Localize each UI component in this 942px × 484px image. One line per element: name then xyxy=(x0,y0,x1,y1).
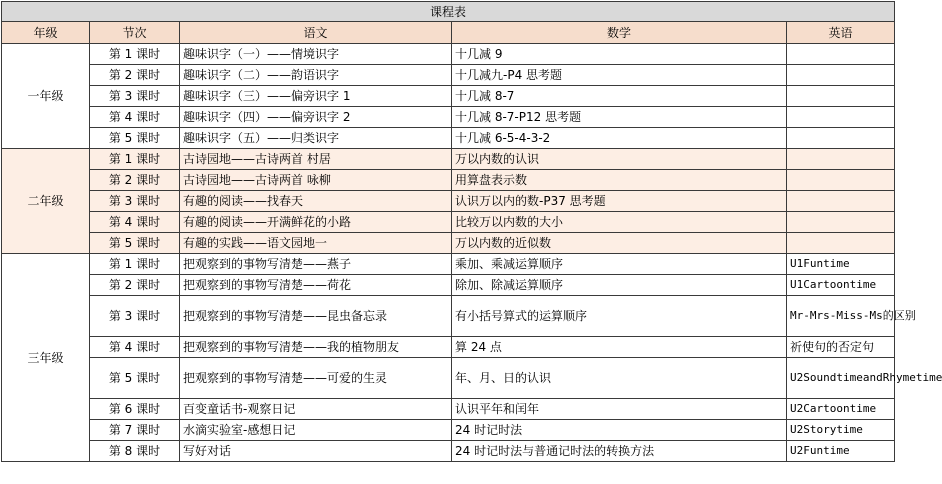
table-row xyxy=(2,149,895,170)
grade-cell: 二年级 xyxy=(2,149,90,254)
english-cell: U2Funtime xyxy=(787,441,895,462)
table-row xyxy=(2,337,895,358)
table-row xyxy=(2,275,895,296)
lesson-cell: 第 4 课时 xyxy=(90,212,180,233)
english-cell xyxy=(787,86,895,107)
math-cell: 十几减九-P4 思考题 xyxy=(452,65,787,86)
lesson-cell: 第 3 课时 xyxy=(90,296,180,337)
header-math: 数学 xyxy=(452,22,787,44)
english-cell xyxy=(787,212,895,233)
lesson-cell: 第 7 课时 xyxy=(90,420,180,441)
lesson-cell: 第 2 课时 xyxy=(90,275,180,296)
english-cell xyxy=(787,128,895,149)
chinese-cell: 百变童话书-观察日记 xyxy=(180,399,452,420)
lesson-cell: 第 5 课时 xyxy=(90,128,180,149)
table-row xyxy=(2,254,895,275)
math-cell: 十几减 8-7-P12 思考题 xyxy=(452,107,787,128)
chinese-cell: 把观察到的事物写清楚——荷花 xyxy=(180,275,452,296)
table-row xyxy=(2,212,895,233)
math-cell: 24 时记时法与普通记时法的转换方法 xyxy=(452,441,787,462)
table-row xyxy=(2,170,895,191)
lesson-cell: 第 5 课时 xyxy=(90,358,180,399)
english-cell: U1Funtime xyxy=(787,254,895,275)
lesson-cell: 第 3 课时 xyxy=(90,86,180,107)
english-cell xyxy=(787,170,895,191)
english-cell xyxy=(787,233,895,254)
chinese-cell: 写好对话 xyxy=(180,441,452,462)
lesson-cell: 第 5 课时 xyxy=(90,233,180,254)
chinese-cell: 有趣的实践——语文园地一 xyxy=(180,233,452,254)
table-row xyxy=(2,86,895,107)
english-cell: 祈使句的否定句 xyxy=(787,337,895,358)
chinese-cell: 水滴实验室-感想日记 xyxy=(180,420,452,441)
english-cell: U2Storytime xyxy=(787,420,895,441)
table-row xyxy=(2,420,895,441)
chinese-cell: 古诗园地——古诗两首 村居 xyxy=(180,149,452,170)
math-cell: 24 时记时法 xyxy=(452,420,787,441)
chinese-cell: 趣味识字（二）——韵语识字 xyxy=(180,65,452,86)
table-row xyxy=(2,128,895,149)
lesson-cell: 第 3 课时 xyxy=(90,191,180,212)
math-cell: 万以内数的近似数 xyxy=(452,233,787,254)
english-cell: Mr-Mrs-Miss-Ms的区别 xyxy=(787,296,895,337)
table-row xyxy=(2,191,895,212)
chinese-cell: 趣味识字（三）——偏旁识字 1 xyxy=(180,86,452,107)
math-cell: 有小括号算式的运算顺序 xyxy=(452,296,787,337)
course-schedule-table xyxy=(1,1,942,462)
header-grade: 年级 xyxy=(2,22,90,44)
lesson-cell: 第 4 课时 xyxy=(90,107,180,128)
header-lesson: 节次 xyxy=(90,22,180,44)
english-cell xyxy=(787,65,895,86)
math-cell: 十几减 9 xyxy=(452,44,787,65)
header-chinese: 语文 xyxy=(180,22,452,44)
english-cell xyxy=(787,191,895,212)
math-cell: 乘加、乘减运算顺序 xyxy=(452,254,787,275)
english-cell xyxy=(787,44,895,65)
math-cell: 认识万以内的数-P37 思考题 xyxy=(452,191,787,212)
table-row xyxy=(2,233,895,254)
lesson-cell: 第 1 课时 xyxy=(90,44,180,65)
grade-cell: 三年级 xyxy=(2,254,90,462)
table-row xyxy=(2,44,895,65)
math-cell: 算 24 点 xyxy=(452,337,787,358)
lesson-cell: 第 8 课时 xyxy=(90,441,180,462)
math-cell: 比较万以内数的大小 xyxy=(452,212,787,233)
english-cell: U2Cartoontime xyxy=(787,399,895,420)
lesson-cell: 第 2 课时 xyxy=(90,170,180,191)
table-row xyxy=(2,399,895,420)
chinese-cell: 把观察到的事物写清楚——我的植物朋友 xyxy=(180,337,452,358)
english-cell: U1Cartoontime xyxy=(787,275,895,296)
lesson-cell: 第 2 课时 xyxy=(90,65,180,86)
lesson-cell: 第 1 课时 xyxy=(90,254,180,275)
lesson-cell: 第 4 课时 xyxy=(90,337,180,358)
chinese-cell: 趣味识字（一）——情境识字 xyxy=(180,44,452,65)
english-cell: U2SoundtimeandRhymetime xyxy=(787,358,895,399)
chinese-cell: 把观察到的事物写清楚——昆虫备忘录 xyxy=(180,296,452,337)
english-cell xyxy=(787,149,895,170)
math-cell: 万以内数的认识 xyxy=(452,149,787,170)
table-row xyxy=(2,65,895,86)
math-cell: 除加、除减运算顺序 xyxy=(452,275,787,296)
grade-cell: 一年级 xyxy=(2,44,90,149)
math-cell: 认识平年和闰年 xyxy=(452,399,787,420)
chinese-cell: 古诗园地——古诗两首 咏柳 xyxy=(180,170,452,191)
chinese-cell: 把观察到的事物写清楚——燕子 xyxy=(180,254,452,275)
lesson-cell: 第 1 课时 xyxy=(90,149,180,170)
table-header-row xyxy=(2,22,895,44)
chinese-cell: 有趣的阅读——找春天 xyxy=(180,191,452,212)
table-title-row xyxy=(2,2,895,22)
table-row xyxy=(2,107,895,128)
table-row xyxy=(2,296,895,337)
math-cell: 十几减 8-7 xyxy=(452,86,787,107)
math-cell: 用算盘表示数 xyxy=(452,170,787,191)
header-english: 英语 xyxy=(787,22,895,44)
table-row xyxy=(2,358,895,399)
lesson-cell: 第 6 课时 xyxy=(90,399,180,420)
math-cell: 年、月、日的认识 xyxy=(452,358,787,399)
chinese-cell: 趣味识字（四）——偏旁识字 2 xyxy=(180,107,452,128)
chinese-cell: 有趣的阅读——开满鲜花的小路 xyxy=(180,212,452,233)
table-row xyxy=(2,441,895,462)
table-title: 课程表 xyxy=(2,2,895,22)
chinese-cell: 趣味识字（五）——归类识字 xyxy=(180,128,452,149)
chinese-cell: 把观察到的事物写清楚——可爱的生灵 xyxy=(180,358,452,399)
english-cell xyxy=(787,107,895,128)
math-cell: 十几减 6-5-4-3-2 xyxy=(452,128,787,149)
